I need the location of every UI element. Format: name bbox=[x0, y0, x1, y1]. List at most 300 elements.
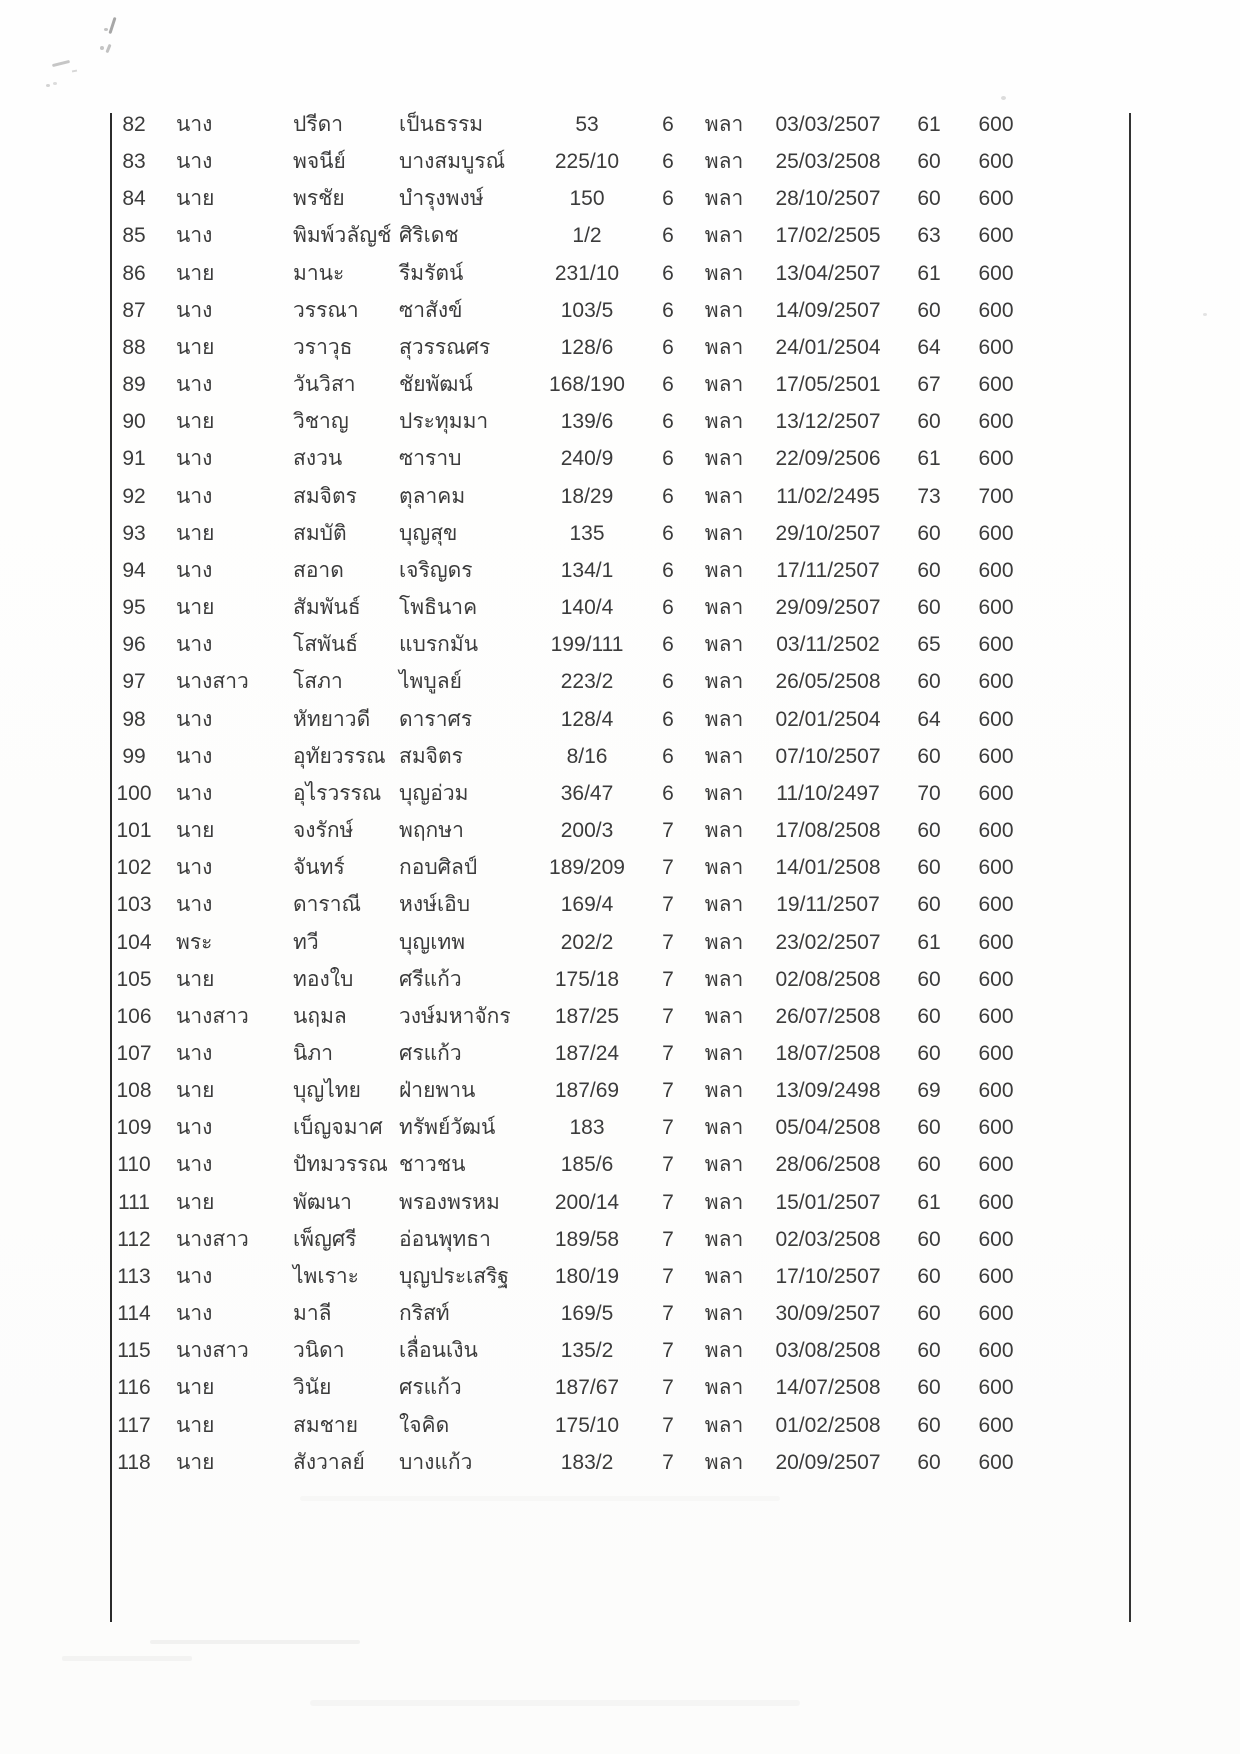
cell-first-name: อุทัยวรรณ bbox=[293, 744, 386, 768]
cell-row-number: 112 bbox=[117, 1227, 151, 1251]
table-row bbox=[0, 663, 1240, 700]
cell-last-name: เจริญดร bbox=[399, 558, 473, 582]
cell-moo: 7 bbox=[662, 1302, 674, 1326]
cell-last-name: สมจิตร bbox=[399, 744, 463, 768]
table-row bbox=[0, 552, 1240, 589]
cell-place: พลา bbox=[704, 893, 744, 917]
cell-moo: 7 bbox=[662, 1227, 674, 1251]
cell-house-number: 168/190 bbox=[549, 373, 625, 397]
cell-last-name: ไพบูลย์ bbox=[399, 670, 462, 694]
table-row bbox=[0, 998, 1240, 1035]
table-row bbox=[0, 1407, 1240, 1444]
cell-date: 30/09/2507 bbox=[775, 1302, 881, 1326]
cell-moo: 7 bbox=[662, 967, 674, 991]
cell-age: 67 bbox=[917, 373, 941, 397]
cell-date: 20/09/2507 bbox=[775, 1450, 881, 1474]
cell-place: พลา bbox=[704, 558, 744, 582]
cell-date: 13/12/2507 bbox=[775, 410, 881, 434]
cell-title: นางสาว bbox=[176, 1004, 249, 1028]
cell-amount: 600 bbox=[978, 967, 1014, 991]
cell-first-name: วราวุธ bbox=[293, 335, 353, 359]
cell-title: นาง bbox=[176, 373, 213, 397]
cell-moo: 7 bbox=[662, 1116, 674, 1140]
cell-amount: 600 bbox=[978, 633, 1014, 657]
cell-first-name: สัมพันธ์ bbox=[293, 596, 361, 620]
cell-moo: 6 bbox=[662, 744, 674, 768]
table-row bbox=[0, 440, 1240, 477]
table-row bbox=[0, 738, 1240, 775]
cell-house-number: 135 bbox=[569, 521, 605, 545]
cell-last-name: เลื่อนเงิน bbox=[399, 1339, 478, 1363]
cell-title: นาง bbox=[176, 781, 213, 805]
cell-first-name: วนิดา bbox=[293, 1339, 345, 1363]
cell-age: 61 bbox=[917, 930, 941, 954]
cell-last-name: โพธินาค bbox=[399, 596, 478, 620]
cell-amount: 600 bbox=[978, 410, 1014, 434]
cell-house-number: 187/25 bbox=[554, 1004, 620, 1028]
cell-last-name: ศรีแก้ว bbox=[399, 967, 462, 991]
cell-title: นาย bbox=[176, 410, 215, 434]
cell-last-name: พฤกษา bbox=[399, 819, 464, 843]
cell-row-number: 104 bbox=[116, 930, 152, 954]
cell-place: พลา bbox=[704, 484, 744, 508]
cell-age: 69 bbox=[917, 1079, 941, 1103]
cell-moo: 7 bbox=[662, 893, 674, 917]
pencil-mark bbox=[46, 84, 50, 87]
table-row bbox=[0, 589, 1240, 626]
cell-date: 29/10/2507 bbox=[775, 521, 881, 545]
cell-age: 60 bbox=[917, 1450, 941, 1474]
cell-date: 03/11/2502 bbox=[776, 633, 880, 657]
cell-title: นาง bbox=[176, 150, 213, 174]
cell-first-name: จงรักษ์ bbox=[293, 819, 354, 843]
cell-title: นาง bbox=[176, 1302, 213, 1326]
cell-date: 13/09/2498 bbox=[775, 1079, 881, 1103]
cell-first-name: มานะ bbox=[293, 261, 345, 285]
cell-last-name: ประทุมมา bbox=[399, 410, 489, 434]
cell-house-number: 134/1 bbox=[560, 558, 614, 582]
cell-first-name: สมบัติ bbox=[293, 521, 347, 545]
cell-first-name: วินัย bbox=[293, 1376, 332, 1400]
cell-title: นาง bbox=[176, 113, 213, 136]
cell-last-name: ทรัพย์วัฒน์ bbox=[399, 1116, 496, 1140]
cell-title: นาง bbox=[176, 856, 213, 880]
cell-first-name: วรรณา bbox=[293, 298, 359, 322]
cell-house-number: 175/10 bbox=[554, 1413, 620, 1437]
cell-house-number: 180/19 bbox=[554, 1264, 620, 1288]
cell-moo: 7 bbox=[662, 1153, 674, 1177]
cell-house-number: 200/3 bbox=[560, 819, 614, 843]
cell-date: 26/07/2508 bbox=[775, 1004, 881, 1028]
cell-date: 22/09/2506 bbox=[775, 447, 881, 471]
cell-row-number: 106 bbox=[116, 1004, 152, 1028]
cell-place: พลา bbox=[704, 856, 744, 880]
cell-title: นาย bbox=[176, 1079, 215, 1103]
cell-last-name: ใจคิด bbox=[399, 1413, 450, 1437]
cell-date: 02/03/2508 bbox=[775, 1227, 881, 1251]
cell-amount: 600 bbox=[978, 930, 1014, 954]
pencil-mark bbox=[105, 44, 111, 53]
cell-moo: 6 bbox=[662, 224, 674, 248]
table-row bbox=[0, 329, 1240, 366]
cell-amount: 600 bbox=[978, 744, 1014, 768]
cell-last-name: กริสท์ bbox=[399, 1302, 450, 1326]
cell-place: พลา bbox=[704, 1264, 744, 1288]
cell-row-number: 90 bbox=[122, 410, 146, 434]
cell-age: 60 bbox=[917, 596, 941, 620]
cell-house-number: 231/10 bbox=[554, 261, 620, 285]
cell-moo: 7 bbox=[662, 1264, 674, 1288]
cell-row-number: 89 bbox=[122, 373, 146, 397]
cell-first-name: ไพเราะ bbox=[293, 1264, 359, 1288]
cell-amount: 600 bbox=[978, 1190, 1014, 1214]
cell-date: 29/09/2507 bbox=[775, 596, 881, 620]
cell-title: นาย bbox=[176, 1190, 215, 1214]
cell-amount: 600 bbox=[978, 187, 1014, 211]
cell-place: พลา bbox=[704, 521, 744, 545]
pencil-mark bbox=[52, 60, 70, 67]
table-row bbox=[0, 1146, 1240, 1183]
cell-place: พลา bbox=[704, 1302, 744, 1326]
table-row bbox=[0, 1035, 1240, 1072]
cell-moo: 7 bbox=[662, 930, 674, 954]
cell-place: พลา bbox=[704, 335, 744, 359]
cell-title: นาย bbox=[176, 335, 215, 359]
cell-house-number: 139/6 bbox=[560, 410, 614, 434]
cell-age: 64 bbox=[917, 707, 941, 731]
cell-house-number: 187/67 bbox=[554, 1376, 620, 1400]
cell-moo: 6 bbox=[662, 633, 674, 657]
cell-first-name: สงวน bbox=[293, 447, 343, 471]
cell-place: พลา bbox=[704, 261, 744, 285]
cell-place: พลา bbox=[704, 633, 744, 657]
cell-moo: 6 bbox=[662, 113, 674, 136]
cell-last-name: บุญประเสริฐ bbox=[399, 1264, 509, 1288]
cell-row-number: 108 bbox=[116, 1079, 152, 1103]
cell-place: พลา bbox=[704, 1413, 744, 1437]
cell-amount: 600 bbox=[978, 298, 1014, 322]
cell-age: 61 bbox=[917, 261, 941, 285]
cell-amount: 600 bbox=[978, 558, 1014, 582]
cell-first-name: สมจิตร bbox=[293, 484, 357, 508]
cell-house-number: 128/6 bbox=[560, 335, 614, 359]
cell-first-name: นิภา bbox=[293, 1042, 333, 1065]
cell-house-number: 185/6 bbox=[560, 1153, 614, 1177]
cell-date: 07/10/2507 bbox=[775, 744, 881, 768]
cell-first-name: เพ็ญศรี bbox=[293, 1227, 357, 1251]
table-row bbox=[0, 515, 1240, 552]
cell-row-number: 87 bbox=[122, 298, 146, 322]
cell-age: 60 bbox=[917, 1413, 941, 1437]
cell-place: พลา bbox=[704, 967, 744, 991]
cell-last-name: ดาราศร bbox=[399, 707, 473, 731]
cell-age: 60 bbox=[917, 819, 941, 843]
table-row bbox=[0, 1295, 1240, 1332]
cell-house-number: 169/4 bbox=[560, 893, 614, 917]
cell-title: นาย bbox=[176, 1450, 215, 1474]
cell-row-number: 117 bbox=[117, 1413, 151, 1437]
cell-title: นาย bbox=[176, 967, 215, 991]
cell-title: นาย bbox=[176, 521, 215, 545]
cell-age: 65 bbox=[917, 633, 941, 657]
cell-place: พลา bbox=[704, 150, 744, 174]
cell-date: 15/01/2507 bbox=[775, 1190, 881, 1214]
cell-house-number: 183/2 bbox=[560, 1450, 614, 1474]
cell-amount: 600 bbox=[978, 373, 1014, 397]
cell-date: 02/01/2504 bbox=[775, 707, 881, 731]
cell-moo: 6 bbox=[662, 596, 674, 620]
cell-house-number: 18/29 bbox=[560, 484, 614, 508]
cell-age: 60 bbox=[917, 744, 941, 768]
cell-house-number: 240/9 bbox=[560, 447, 614, 471]
cell-title: นาง bbox=[176, 447, 213, 471]
cell-date: 23/02/2507 bbox=[775, 930, 881, 954]
cell-title: นาย bbox=[176, 1413, 215, 1437]
cell-place: พลา bbox=[704, 781, 744, 805]
cell-age: 60 bbox=[917, 298, 941, 322]
cell-place: พลา bbox=[704, 670, 744, 694]
cell-age: 70 bbox=[917, 781, 941, 805]
cell-moo: 7 bbox=[662, 1413, 674, 1437]
cell-row-number: 82 bbox=[122, 113, 146, 136]
cell-place: พลา bbox=[704, 1450, 744, 1474]
cell-amount: 600 bbox=[978, 1079, 1014, 1103]
cell-moo: 7 bbox=[662, 819, 674, 843]
table-row bbox=[0, 1221, 1240, 1258]
cell-amount: 600 bbox=[978, 1339, 1014, 1363]
cell-date: 17/11/2507 bbox=[776, 558, 880, 582]
cell-first-name: วิชาญ bbox=[293, 410, 349, 434]
cell-moo: 6 bbox=[662, 781, 674, 805]
cell-last-name: บุญเทพ bbox=[399, 930, 466, 954]
cell-first-name: โสภา bbox=[293, 670, 343, 694]
cell-moo: 7 bbox=[662, 1450, 674, 1474]
cell-row-number: 84 bbox=[122, 187, 146, 211]
cell-title: นาง bbox=[176, 744, 213, 768]
cell-amount: 700 bbox=[978, 484, 1014, 508]
cell-age: 60 bbox=[917, 1302, 941, 1326]
cell-last-name: บำรุงพงษ์ bbox=[399, 187, 484, 211]
cell-house-number: 202/2 bbox=[560, 930, 614, 954]
cell-amount: 600 bbox=[978, 1004, 1014, 1028]
cell-house-number: 150 bbox=[569, 187, 605, 211]
table-row bbox=[0, 403, 1240, 440]
cell-age: 64 bbox=[917, 335, 941, 359]
cell-age: 73 bbox=[917, 484, 941, 508]
cell-row-number: 115 bbox=[117, 1339, 151, 1363]
cell-moo: 6 bbox=[662, 707, 674, 731]
cell-place: พลา bbox=[704, 1153, 744, 1177]
cell-moo: 6 bbox=[662, 373, 674, 397]
cell-last-name: กอบศิลป์ bbox=[399, 856, 478, 880]
cell-moo: 7 bbox=[662, 1042, 674, 1065]
cell-title: นาง bbox=[176, 1042, 213, 1065]
cell-amount: 600 bbox=[978, 261, 1014, 285]
cell-moo: 6 bbox=[662, 521, 674, 545]
cell-age: 60 bbox=[917, 1376, 941, 1400]
cell-place: พลา bbox=[704, 447, 744, 471]
cell-title: นาง bbox=[176, 633, 213, 657]
cell-place: พลา bbox=[704, 1116, 744, 1140]
cell-place: พลา bbox=[704, 1339, 744, 1363]
cell-title: พระ bbox=[176, 930, 213, 954]
cell-title: นางสาว bbox=[176, 1227, 249, 1251]
cell-place: พลา bbox=[704, 596, 744, 620]
table-row bbox=[0, 886, 1240, 923]
cell-title: นาย bbox=[176, 596, 215, 620]
cell-amount: 600 bbox=[978, 1376, 1014, 1400]
cell-row-number: 103 bbox=[116, 893, 152, 917]
cell-amount: 600 bbox=[978, 781, 1014, 805]
cell-house-number: 53 bbox=[575, 113, 599, 136]
cell-place: พลา bbox=[704, 410, 744, 434]
cell-title: นางสาว bbox=[176, 670, 249, 694]
cell-title: นาง bbox=[176, 893, 213, 917]
pencil-mark bbox=[104, 28, 108, 31]
cell-date: 11/10/2497 bbox=[776, 781, 880, 805]
table-row bbox=[0, 106, 1240, 143]
cell-place: พลา bbox=[704, 707, 744, 731]
cell-date: 17/05/2501 bbox=[775, 373, 881, 397]
cell-moo: 6 bbox=[662, 335, 674, 359]
cell-house-number: 189/209 bbox=[549, 856, 625, 880]
cell-age: 60 bbox=[917, 1153, 941, 1177]
cell-row-number: 118 bbox=[117, 1450, 151, 1474]
table-row bbox=[0, 143, 1240, 180]
table-row bbox=[0, 849, 1240, 886]
cell-last-name: เป็นธรรม bbox=[399, 113, 484, 136]
cell-date: 05/04/2508 bbox=[775, 1116, 881, 1140]
cell-last-name: ชาวชน bbox=[399, 1153, 466, 1177]
table-row bbox=[0, 1184, 1240, 1221]
cell-row-number: 83 bbox=[122, 150, 146, 174]
cell-age: 60 bbox=[917, 1116, 941, 1140]
cell-last-name: ตุลาคม bbox=[399, 484, 466, 508]
cell-date: 28/06/2508 bbox=[775, 1153, 881, 1177]
cell-first-name: ทวี bbox=[293, 930, 319, 954]
cell-row-number: 105 bbox=[116, 967, 152, 991]
cell-title: นาง bbox=[176, 1153, 213, 1177]
cell-moo: 6 bbox=[662, 558, 674, 582]
cell-moo: 7 bbox=[662, 1339, 674, 1363]
cell-moo: 6 bbox=[662, 298, 674, 322]
cell-amount: 600 bbox=[978, 224, 1014, 248]
cell-moo: 7 bbox=[662, 1190, 674, 1214]
cell-amount: 600 bbox=[978, 893, 1014, 917]
cell-date: 14/01/2508 bbox=[775, 856, 881, 880]
pencil-mark bbox=[100, 46, 104, 50]
cell-title: นางสาว bbox=[176, 1339, 249, 1363]
cell-amount: 600 bbox=[978, 1042, 1014, 1065]
cell-first-name: นฤมล bbox=[293, 1004, 347, 1028]
cell-amount: 600 bbox=[978, 1450, 1014, 1474]
cell-age: 60 bbox=[917, 1042, 941, 1065]
table-row bbox=[0, 292, 1240, 329]
cell-first-name: พัฒนา bbox=[293, 1190, 352, 1214]
table-row bbox=[0, 255, 1240, 292]
cell-moo: 7 bbox=[662, 1079, 674, 1103]
pencil-mark bbox=[108, 17, 116, 34]
cell-amount: 600 bbox=[978, 150, 1014, 174]
cell-house-number: 223/2 bbox=[560, 670, 614, 694]
cell-title: นาง bbox=[176, 484, 213, 508]
cell-amount: 600 bbox=[978, 1264, 1014, 1288]
cell-place: พลา bbox=[704, 1042, 744, 1065]
table-row bbox=[0, 1369, 1240, 1406]
cell-amount: 600 bbox=[978, 596, 1014, 620]
cell-house-number: 200/14 bbox=[554, 1190, 620, 1214]
cell-moo: 6 bbox=[662, 447, 674, 471]
scan-smudge bbox=[300, 1496, 780, 1501]
pencil-mark bbox=[72, 70, 77, 73]
table-row bbox=[0, 626, 1240, 663]
cell-title: นาง bbox=[176, 558, 213, 582]
cell-first-name: ทองใบ bbox=[293, 967, 354, 991]
cell-row-number: 102 bbox=[116, 856, 152, 880]
cell-last-name: บางสมบูรณ์ bbox=[399, 150, 506, 174]
cell-amount: 600 bbox=[978, 819, 1014, 843]
scan-speck bbox=[1001, 96, 1006, 100]
cell-row-number: 99 bbox=[122, 744, 146, 768]
cell-title: นาย bbox=[176, 261, 215, 285]
cell-house-number: 187/24 bbox=[554, 1042, 620, 1065]
cell-amount: 600 bbox=[978, 670, 1014, 694]
cell-title: นาง bbox=[176, 707, 213, 731]
cell-age: 60 bbox=[917, 558, 941, 582]
cell-first-name: บุญไทย bbox=[293, 1079, 361, 1103]
cell-row-number: 86 bbox=[122, 261, 146, 285]
cell-house-number: 135/2 bbox=[560, 1339, 614, 1363]
cell-row-number: 116 bbox=[117, 1376, 151, 1400]
cell-place: พลา bbox=[704, 113, 744, 136]
cell-last-name: ซาราบ bbox=[399, 447, 462, 471]
cell-amount: 600 bbox=[978, 1116, 1014, 1140]
cell-age: 61 bbox=[917, 447, 941, 471]
cell-amount: 600 bbox=[978, 521, 1014, 545]
cell-row-number: 88 bbox=[122, 335, 146, 359]
cell-row-number: 92 bbox=[122, 484, 146, 508]
cell-last-name: สุวรรณศร bbox=[399, 335, 491, 359]
table-row bbox=[0, 180, 1240, 217]
cell-amount: 600 bbox=[978, 1227, 1014, 1251]
cell-moo: 7 bbox=[662, 1004, 674, 1028]
cell-date: 26/05/2508 bbox=[775, 670, 881, 694]
cell-house-number: 225/10 bbox=[554, 150, 620, 174]
cell-first-name: โสพันธ์ bbox=[293, 633, 359, 657]
cell-last-name: แบรกมัน bbox=[399, 633, 479, 657]
cell-age: 60 bbox=[917, 410, 941, 434]
cell-amount: 600 bbox=[978, 1153, 1014, 1177]
cell-title: นาย bbox=[176, 1376, 215, 1400]
scan-smudge bbox=[62, 1656, 192, 1661]
cell-place: พลา bbox=[704, 1004, 744, 1028]
cell-house-number: 8/16 bbox=[566, 744, 608, 768]
cell-last-name: ชัยพัฒน์ bbox=[399, 373, 473, 397]
cell-title: นาง bbox=[176, 1116, 213, 1140]
cell-first-name: สังวาลย์ bbox=[293, 1450, 365, 1474]
cell-title: นาง bbox=[176, 224, 213, 248]
cell-date: 17/02/2505 bbox=[775, 224, 881, 248]
cell-last-name: วงษ์มหาจักร bbox=[399, 1004, 511, 1028]
table-row bbox=[0, 1258, 1240, 1295]
cell-amount: 600 bbox=[978, 447, 1014, 471]
cell-house-number: 183 bbox=[569, 1116, 605, 1140]
scan-smudge bbox=[150, 1640, 360, 1644]
cell-age: 60 bbox=[917, 967, 941, 991]
cell-moo: 6 bbox=[662, 484, 674, 508]
cell-row-number: 100 bbox=[116, 781, 152, 805]
cell-row-number: 101 bbox=[116, 819, 152, 843]
